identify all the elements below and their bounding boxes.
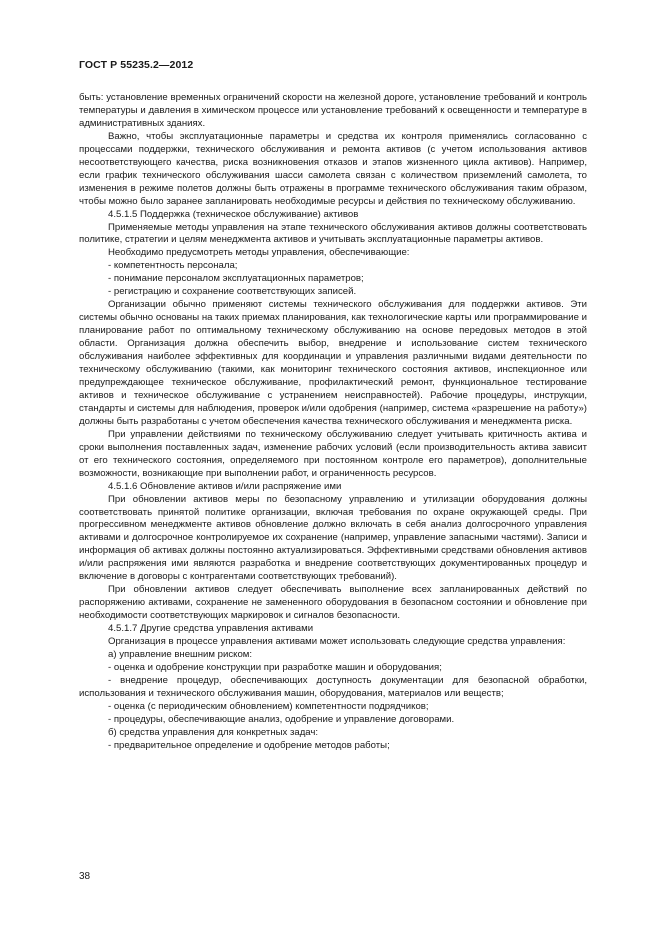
list-item: - предварительное определение и одобрение методов работы; <box>108 739 390 751</box>
list-heading: б) средства управления для конкретных задач: <box>108 726 319 738</box>
paragraph: Организация в процессе управления активами может использовать следующие средства управления: <box>108 636 566 648</box>
document-body <box>79 92 587 753</box>
paragraph: Организации обычно применяют системы технического обслуживания для поддержки активов. Эти системы обычно основаны на таких приемах планирования, как технологические карты или программирование и планирование работ по оптимальному техническому обслуживанию на основе передовых методов в этой области. Организация должна обеспечить выбор, внедрение и использование систем технического обслуживания наиболее эффективных для координации и управления различными видами деятельности по техническому обслуживанию (такими, как мониторинг технического состояния активов, инспекционное или предупреждающее техническое обслуживание, профилактический ремонт, функциональное тестирование активов и техническое обслуживание с устранением неисправностей). Рабочие процедуры, инструкции, стандарты и системы для наблюдения, проверок и/или одобрения (например, система «разрешение на работу») должны быть разработаны с учетом обеспечения качества технического обслуживания и менеджмента риска. <box>79 299 587 427</box>
paragraph: быть: установление временных ограничений скорости на железной дороге, установление требований и контроль температуры и давления в химическом процессе или установление требований к освещенности и температуре в административных зданиях. <box>79 92 587 129</box>
section-heading: 4.5.1.6 Обновление активов и/или распряжение ими <box>108 480 342 492</box>
list-item: - оценка (с периодическим обновлением) компетентности подрядчиков; <box>108 700 429 712</box>
list-item: - оценка и одобрение конструкции при разработке машин и оборудования; <box>108 661 442 673</box>
section-heading: 4.5.1.7 Другие средства управления активами <box>108 623 314 635</box>
list-item: - компетентность персонала; <box>108 260 238 272</box>
section-heading: 4.5.1.5 Поддержка (техническое обслуживание) активов <box>108 208 359 220</box>
page-number: 38 <box>79 871 91 882</box>
paragraph: Необходимо предусмотреть методы управления, обеспечивающие: <box>108 247 410 259</box>
paragraph: При обновлении активов следует обеспечивать выполнение всех запланированных действий по распоряжению активами, сохранение не замененного оборудования в безопасном состоянии и обновление при необходимости соответствующих маркировок и сигналов безопасности. <box>79 584 587 622</box>
paragraph: При управлении действиями по техническому обслуживанию следует учитывать критичность актива и сроки выполнения поставленных задач, изменение рабочих условий (если производительность актива зависит от его технического состояния, определяемого при постоянном контроле его параметров), дополнительные возможности, возникающие при выполнении работ, и ограниченность ресурсов. <box>79 428 587 479</box>
list-item: - внедрение процедур, обеспечивающих доступность документации для безопасной обработки, использования и технического обслуживания машин, оборудования, материалов или веществ; <box>79 674 587 699</box>
list-item: - понимание персоналом эксплуатационных параметров; <box>108 273 364 285</box>
paragraph: При обновлении активов меры по безопасному управлению и утилизации оборудования должны соответствовать принятой политике организации, включая требования по охране окружающей среды. При прогрессивном менеджменте активов обновление должно включать в себя анализ долгосрочного управления активами и долгосрочное контролируемое их сохранение (например, управление запасными частями). Записи и информация об активах должны постоянно актуализироваться. Эффективными средствами обновления активов и/или распряжения ими являются разработка и внедрение соответствующих документированных процедур и включение в договоры с контрагентами соответствующих требований). <box>79 493 587 583</box>
standard-header: ГОСТ Р 55235.2—2012 <box>79 59 194 71</box>
list-item: - регистрацию и сохранение соответствующих записей. <box>108 286 357 298</box>
list-heading: а) управление внешним риском: <box>108 648 253 660</box>
paragraph: Важно, чтобы эксплуатационные параметры и средства их контроля применялись согласованно с процессами поддержки, технического обслуживания и ремонта активов (с учетом использования активов несоответствующего качества, риска возникновения отказов и этапов жизненного цикла активов). Например, если график технического обслуживания шасси самолета связан с количеством приземлений самолета, то изменения в режиме полетов должны быть отражены в программе технического обслуживания таким образом, чтобы можно было заранее запланировать необходимые ресурсы и действия по техническому обслуживанию. <box>79 130 587 207</box>
paragraph: Применяемые методы управления на этапе технического обслуживания активов должны соответствовать политике, стратегии и целям менеджмента активов и учитывать эксплуатационные параметры активов. <box>79 221 587 246</box>
list-item: - процедуры, обеспечивающие анализ, одобрение и управление договорами. <box>108 713 455 725</box>
